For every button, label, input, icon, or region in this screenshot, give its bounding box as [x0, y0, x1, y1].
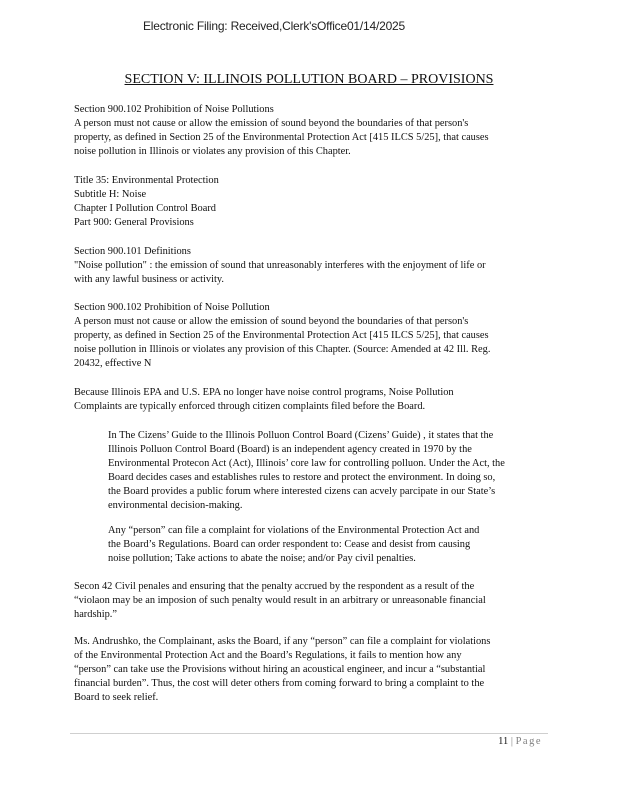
paragraph-line: with any lawful business or activity.: [74, 274, 224, 285]
section-heading-prohibition-2: Section 900.102 Prohibition of Noise Pollution: [74, 302, 270, 313]
guide-paragraph-line: the Board provides a public forum where interested cizens can acvely parcipate in our State’s: [108, 486, 496, 497]
paragraph-line: Secon 42 Civil penales and ensuring that the penalty accrued by the respondent as a result of the: [74, 581, 475, 592]
citation-title: Title 35: Environmental Protection: [74, 175, 219, 186]
paragraph-line: Board to seek relief.: [74, 692, 159, 703]
paragraph-line: hardship.”: [74, 609, 117, 620]
paragraph-line: 20432, effective N: [74, 358, 152, 369]
paragraph-line: noise pollution in Illinois or violates any provision of this Chapter. (Source: Amended at 42 Ill. Reg.: [74, 344, 491, 355]
paragraph-line: property, as defined in Section 25 of the Environmental Protection Act [415 ILCS 5/25], that causes: [74, 330, 489, 341]
paragraph-line: Ms. Andrushko, the Complainant, asks the Board, if any “person” can file a complaint for violations: [74, 636, 491, 647]
guide-paragraph-line: Illinois Polluon Control Board (Board) is an independent agency created in 1970 by the: [108, 444, 472, 455]
page-number: 11: [498, 736, 509, 747]
citation-chapter: Chapter I Pollution Control Board: [74, 203, 216, 214]
section-title: SECTION V: ILLINOIS POLLUTION BOARD – PROVISIONS: [124, 72, 494, 87]
paragraph-line: Complaints are typically enforced through citizen complaints filed before the Board.: [74, 401, 426, 412]
filing-stamp: Electronic Filing: Received,Clerk'sOffice01/14/2025: [143, 19, 406, 33]
guide-paragraph-line: Board decides cases and establishes rules to restore and protect the environment. In doing so,: [108, 472, 496, 483]
footer-separator: |: [510, 736, 513, 747]
footer-divider: [70, 733, 548, 734]
paragraph-line: noise pollution in Illinois or violates any provision of this Chapter.: [74, 146, 351, 157]
paragraph-line: A person must not cause or allow the emission of sound beyond the boundaries of that person's: [74, 316, 469, 327]
citation-subtitle: Subtitle H: Noise: [74, 189, 147, 200]
citation-part: Part 900: General Provisions: [74, 217, 194, 228]
guide-paragraph-line: environmental decision-making.: [108, 500, 243, 511]
person-paragraph-line: Any “person” can file a complaint for violations of the Environmental Protection Act and: [108, 525, 480, 536]
person-paragraph-line: noise pollution; Take actions to abate the noise; and/or Pay civil penalties.: [108, 553, 416, 564]
paragraph-line: “person” can take use the Provisions without hiring an acoustical engineer, and incur a “substantial: [74, 664, 486, 675]
section-heading-definitions: Section 900.101 Definitions: [74, 246, 191, 257]
guide-paragraph-line: Environmental Protecon Act (Act), Illinois’ core law for controlling polluon. Under the Act, the: [108, 458, 505, 469]
paragraph-line: property, as defined in Section 25 of the Environmental Protection Act [415 ILCS 5/25], that causes: [74, 132, 489, 143]
paragraph-line: “violaon may be an imposion of such penalty would result in an arbitrary or unreasonable financial: [74, 595, 486, 606]
paragraph-line: "Noise pollution" : the emission of sound that unreasonably interferes with the enjoyment of life or: [74, 260, 486, 271]
page-label: Page: [515, 736, 542, 747]
paragraph-line: of the Environmental Protection Act and the Board’s Regulations, it fails to mention how any: [74, 650, 462, 661]
person-paragraph-line: the Board’s Regulations. Board can order respondent to: Cease and desist from causing: [108, 539, 471, 550]
guide-paragraph-line: In The Cizens’ Guide to the Illinois Polluon Control Board (Cizens’ Guide) , it states that the: [108, 430, 494, 441]
page-footer: [498, 736, 542, 747]
paragraph-line: financial burden”. Thus, the cost will deter others from coming forward to bring a complaint to the: [74, 678, 485, 689]
paragraph-line: Because Illinois EPA and U.S. EPA no longer have noise control programs, Noise Pollution: [74, 387, 454, 398]
section-heading-prohibition: Section 900.102 Prohibition of Noise Pollutions: [74, 104, 274, 115]
paragraph-line: A person must not cause or allow the emission of sound beyond the boundaries of that person's: [74, 118, 469, 129]
